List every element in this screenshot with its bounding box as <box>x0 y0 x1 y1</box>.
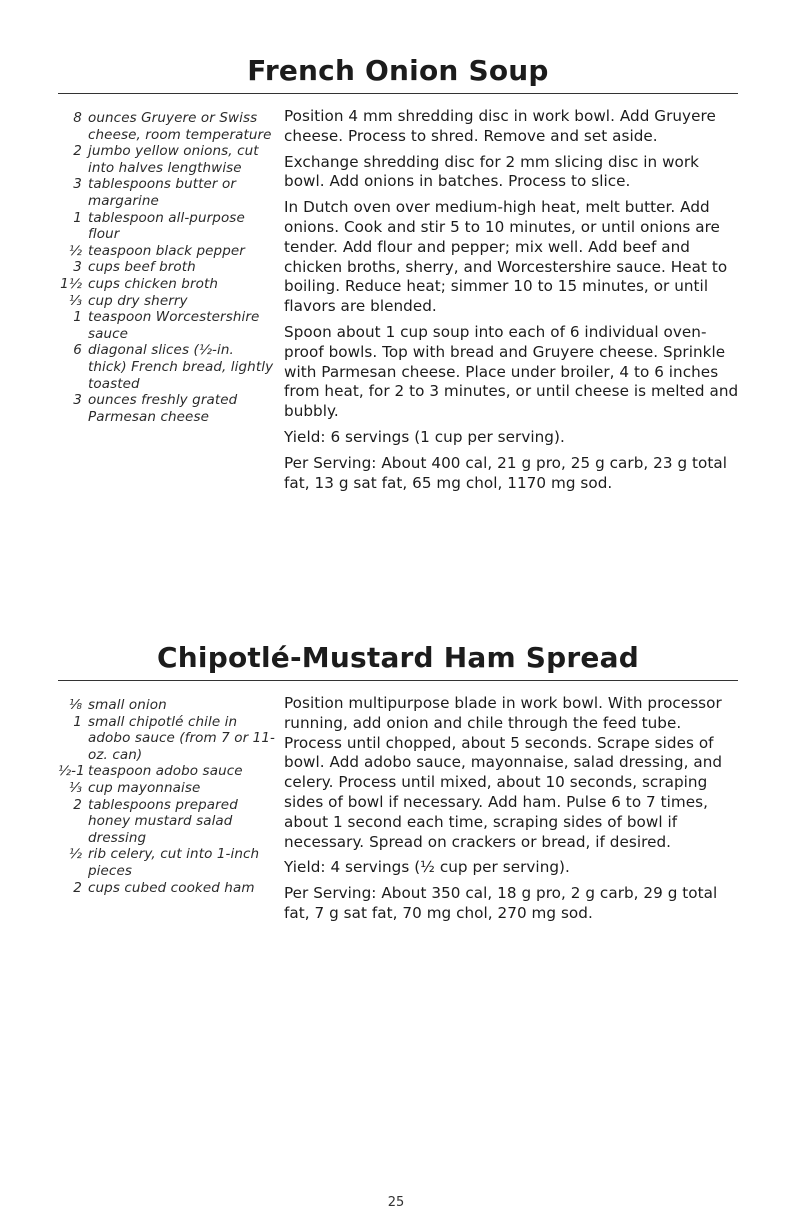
ingredient-text: ounces Gruyere or Swiss cheese, room temperature <box>88 110 272 143</box>
ingredient <box>58 846 276 879</box>
direction-step: Position multipurpose blade in work bowl. With processor running, add onion and chile through the feed tube. Process until chopped, about 5 seconds. Scrape sides of bowl. Add adobo sauce, mayonnaise, salad dressing, and celery. Process until mixed, about 10 seconds, scraping sides of bowl if necessary. Add ham. Pulse 6 to 7 times, about 1 second each time, scraping sides of bowl if necessary. Spread on crackers or bread, if desired. <box>284 694 723 851</box>
directions <box>284 694 740 930</box>
ingredient-list <box>58 110 276 425</box>
ingredient-text: tablespoons butter or margarine <box>88 176 236 209</box>
ingredient-quantity: ⅓ <box>68 779 82 796</box>
ingredient-text: small chipotlé chile in adobo sauce (from 7 or 11-oz. can) <box>88 713 276 763</box>
ingredient-quantity: 6 <box>73 342 82 359</box>
ingredient-quantity: 2 <box>73 879 82 896</box>
recipe-chipotle-mustard-ham-spread <box>58 641 738 922</box>
ingredient-text: small onion <box>88 697 167 713</box>
ingredient <box>58 110 276 143</box>
ingredient-quantity: 2 <box>73 796 82 813</box>
ingredient-text: cups cubed cooked ham <box>88 879 255 896</box>
ingredient-text: rib celery, cut into 1-inch pieces <box>88 846 260 879</box>
recipe-title: Chipotlé-Mustard Ham Spread <box>157 641 639 674</box>
ingredient-quantity: ⅛ <box>68 697 82 713</box>
ingredient <box>58 392 276 425</box>
yield: Yield: 4 servings (½ cup per serving). <box>284 858 570 877</box>
recipe-title: French Onion Soup <box>247 54 549 87</box>
ingredient <box>58 763 276 780</box>
ingredient-text: teaspoon black pepper <box>88 242 245 259</box>
ingredient-text: teaspoon Worcestershire sauce <box>88 309 260 342</box>
ingredient-quantity: ⅓ <box>68 292 82 309</box>
direction-step: Exchange shredding disc for 2 mm slicing disc in work bowl. Add onions in batches. Process to slice. <box>284 152 700 191</box>
ingredient-quantity: 1½ <box>60 275 82 292</box>
nutrition-info: Per Serving: About 350 cal, 18 g pro, 2 g carb, 29 g total fat, 7 g sat fat, 70 mg chol, 270 mg sod. <box>284 884 718 922</box>
ingredient-text: cups chicken broth <box>88 275 219 292</box>
ingredient-quantity: 1 <box>73 209 82 226</box>
ingredient <box>58 880 276 897</box>
direction-step: Position 4 mm shredding disc in work bowl. Add Gruyere cheese. Process to shred. Remove and set aside. <box>284 107 716 145</box>
ingredient-quantity: 8 <box>73 110 82 126</box>
title-divider <box>58 680 738 681</box>
ingredient-text: ounces freshly grated Parmesan cheese <box>88 392 238 425</box>
ingredient-text: cup mayonnaise <box>88 779 201 796</box>
ingredient-quantity: ½ <box>68 846 82 863</box>
ingredient-quantity: 2 <box>73 143 82 160</box>
ingredient <box>58 309 276 342</box>
ingredient-text: cups beef broth <box>88 259 196 276</box>
ingredient-text: cup dry sherry <box>88 292 188 309</box>
ingredient-quantity: 3 <box>73 259 82 276</box>
direction-step: Spoon about 1 cup soup into each of 6 individual oven-proof bowls. Top with bread and Gruyere cheese. Sprinkle with Parmesan cheese. Place under broiler, 4 to 6 inches from heat, for 2 to 3 minutes, or until cheese is melted and bubbly. <box>284 322 739 421</box>
title-divider <box>58 93 738 94</box>
ingredient-quantity: ½ <box>68 242 82 259</box>
ingredient-list <box>58 697 276 896</box>
direction-step: In Dutch oven over medium-high heat, melt butter. Add onions. Cook and stir 5 to 10 minutes, or until onions are tender. Add flour and pepper; mix well. Add beef and chicken broths, sherry, and Worcestershire sauce. Heat to boiling. Reduce heat; simmer 10 to 15 minutes, or until flavors are blended. <box>284 198 728 316</box>
ingredient <box>58 243 276 260</box>
ingredient-text: jumbo yellow onions, cut into halves lengthwise <box>88 143 259 176</box>
ingredient <box>58 276 276 293</box>
ingredient <box>58 714 276 764</box>
ingredient-text: tablespoon all-purpose flour <box>88 209 245 243</box>
yield: Yield: 6 servings (1 cup per serving). <box>284 427 565 446</box>
directions <box>284 107 740 499</box>
nutrition-info: Per Serving: About 400 cal, 21 g pro, 25 g carb, 23 g total fat, 13 g sat fat, 65 mg chol, 1170 mg sod. <box>284 453 727 492</box>
ingredient-quantity: ½-1 <box>58 763 85 780</box>
ingredient-text: tablespoons prepared honey mustard salad dressing <box>88 796 238 846</box>
ingredient <box>58 143 276 176</box>
ingredient <box>58 697 276 714</box>
ingredient-quantity: 1 <box>73 309 82 326</box>
ingredient-text: teaspoon adobo sauce <box>88 763 243 780</box>
ingredient <box>58 342 276 392</box>
ingredient <box>58 293 276 310</box>
ingredient <box>58 210 276 243</box>
ingredient <box>58 780 276 797</box>
page-number: 25 <box>387 1195 405 1210</box>
ingredient-quantity: 3 <box>73 176 82 193</box>
ingredient-text: diagonal slices (½-in. thick) French bread, lightly toasted <box>88 342 274 392</box>
ingredient <box>58 259 276 276</box>
recipe-french-onion-soup <box>58 54 739 492</box>
ingredient <box>58 797 276 847</box>
ingredient-quantity: 1 <box>73 713 82 730</box>
ingredient-quantity: 3 <box>73 392 82 409</box>
ingredient <box>58 176 276 209</box>
